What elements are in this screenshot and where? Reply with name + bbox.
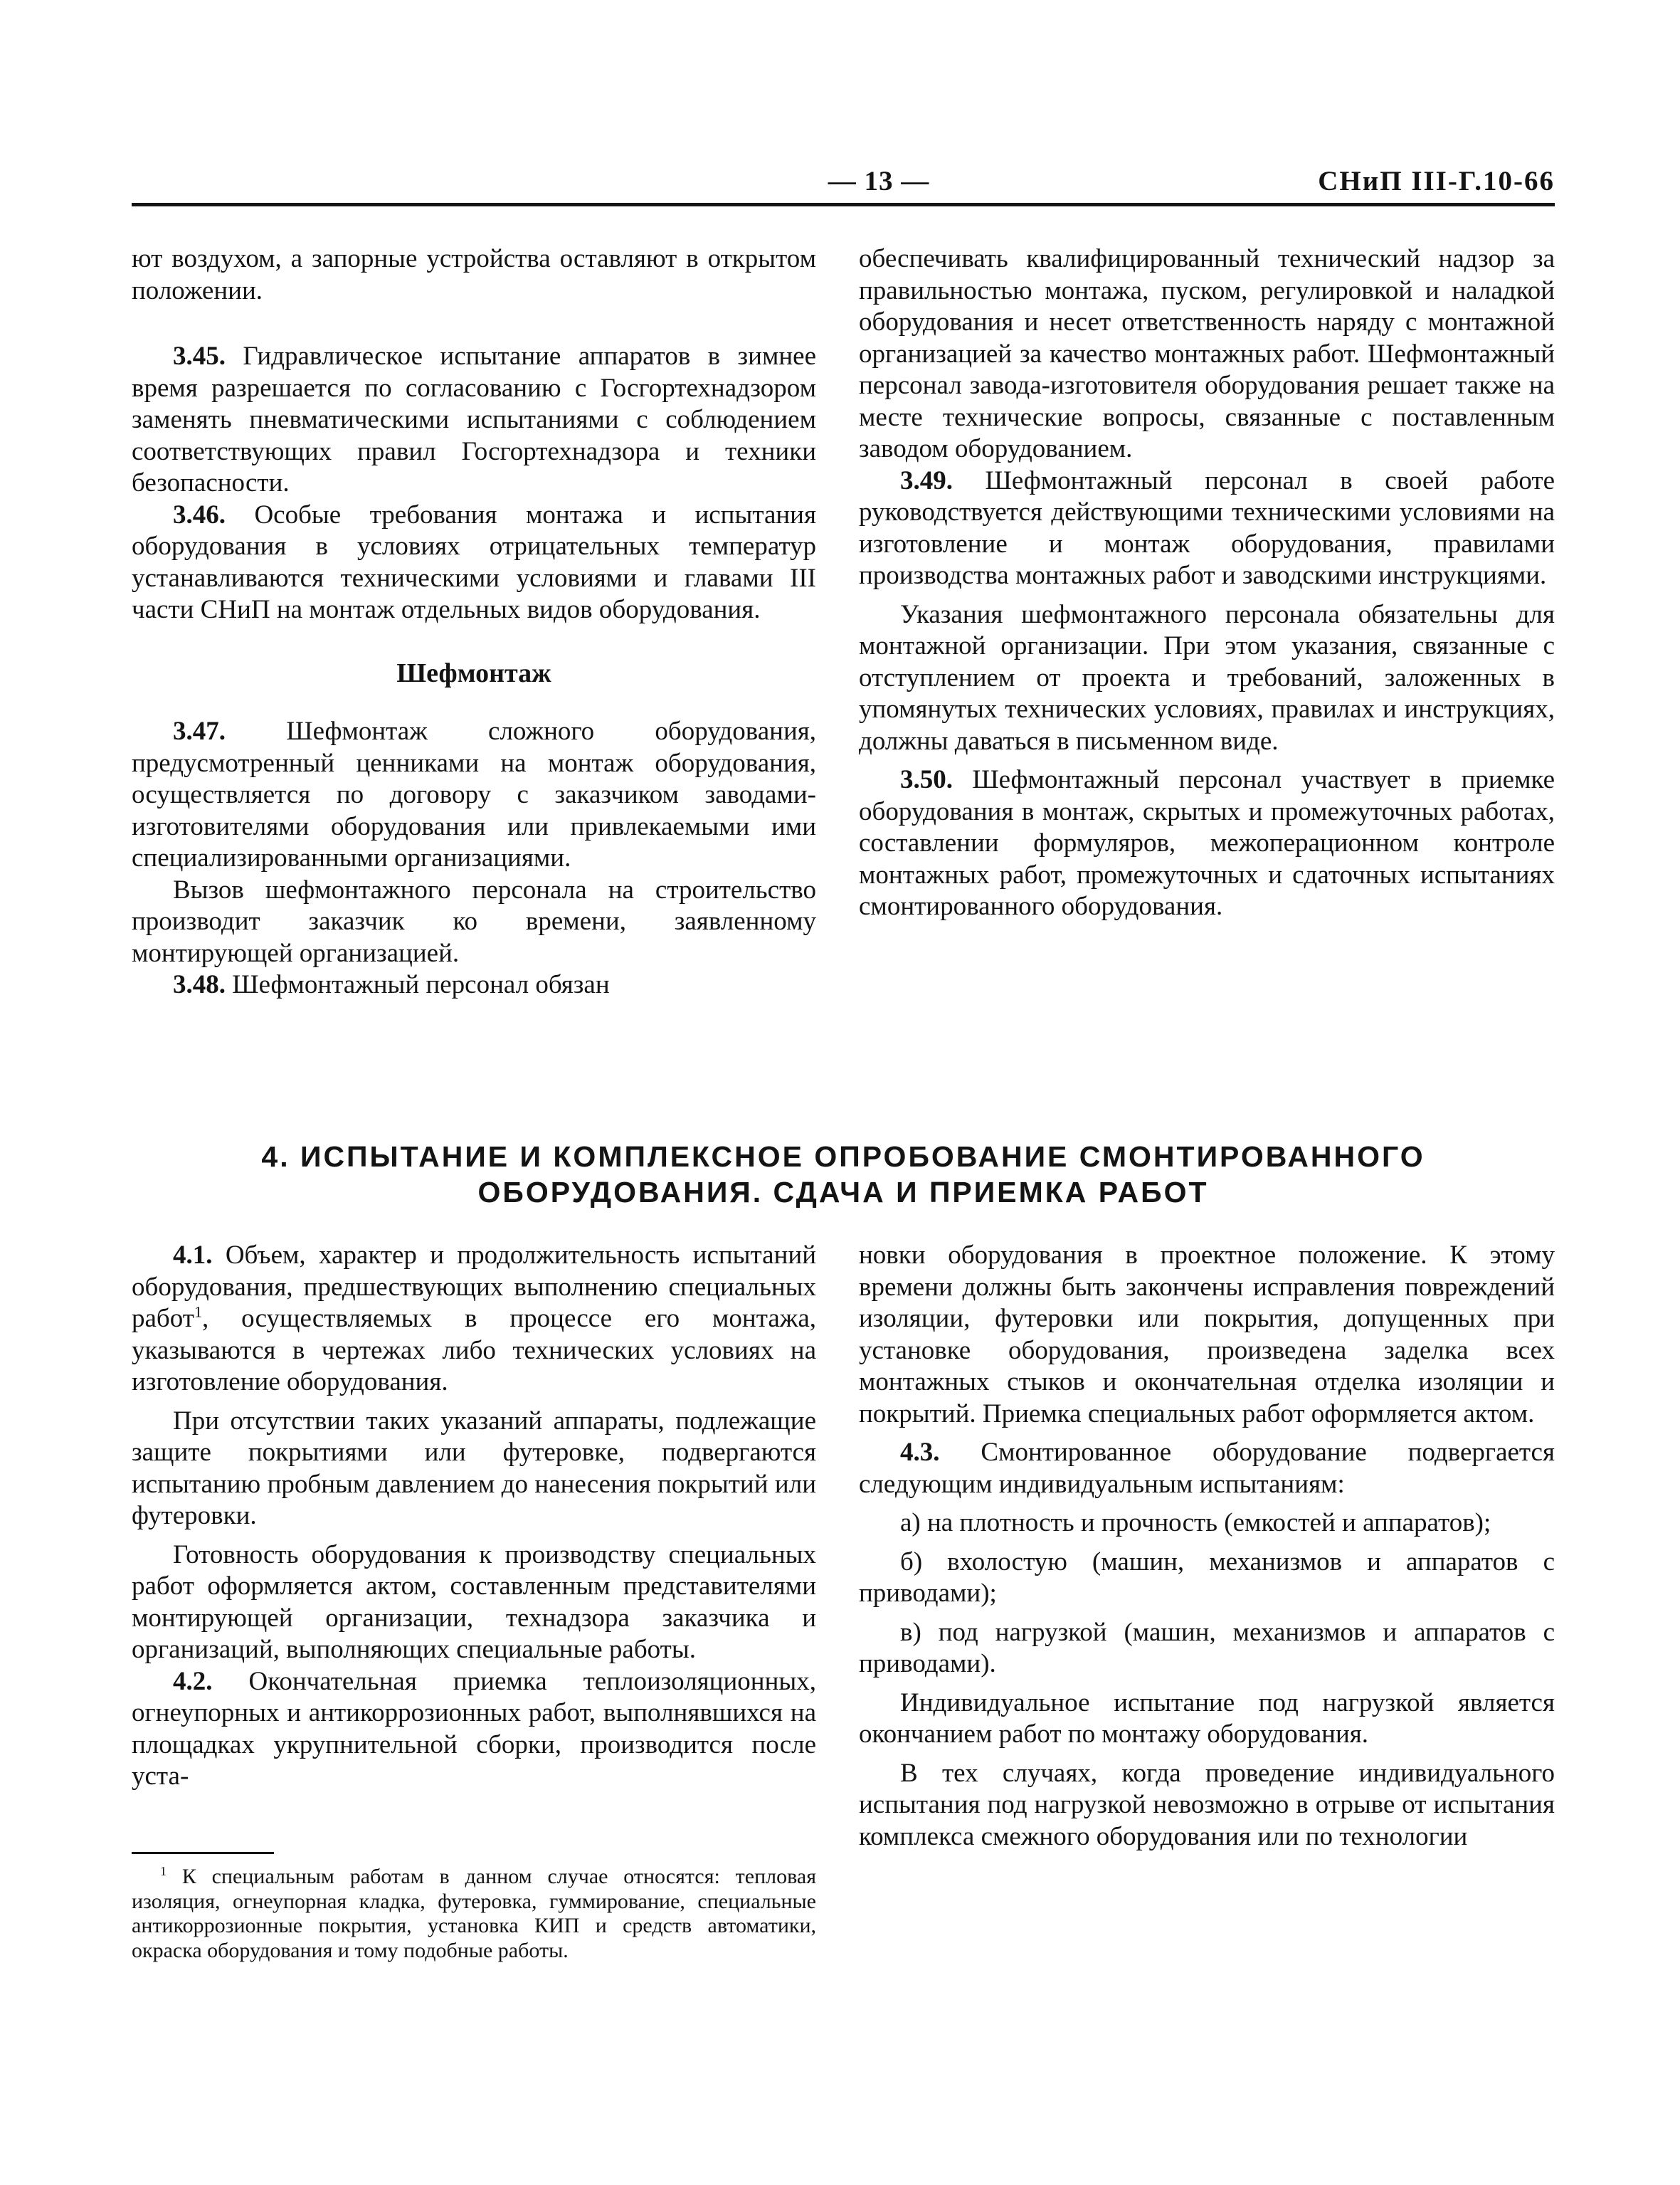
clause-number: 4.1. [173,1241,213,1270]
clause-number: 4.3. [900,1438,940,1467]
clause-number: 3.47. [173,717,226,746]
list-item-a: а) на плотность и прочность (емкостей и аппаратов); [900,1508,1491,1537]
page-header [132,165,1555,208]
paragraph: Готовность оборудования к производству специальных работ оформляется актом, составленным представителями монтирующей организации, технадзора заказчика и организаций, выполняющих специальные работы. [132,1539,816,1664]
clause-3-46 [132,500,816,626]
upper-right-column [859,243,1555,923]
section-title-line-2: ОБОРУДОВАНИЯ. СДАЧА И ПРИЕМКА РАБОТ [477,1176,1209,1209]
paragraph-continuation: ют воздухом, а запорные устройства оставляют в открытом положении. [132,244,816,305]
paragraph: Указания шефмонтажного персонала обязательны для монтажной организации. При этом указания, связанные с отступлением от проекта и требований, заложенных в упомянутых технических условиях, правилах и инструкциях, должны даваться в письменном виде. [859,599,1555,756]
clause-number: 3.48. [173,970,226,999]
clause-4-2 [132,1666,816,1793]
footnote-text: К специальным работам в данном случае относятся: тепловая изоляция, огнеупорная кладка, футеровка, гуммирование, специальные антикоррозионные покрытия, установка КИП и средств автоматики, окраска оборудования и тому подобные работы. [132,1865,817,1962]
clause-text: Смонтированное оборудование подвергается следующим индивидуальным испытаниям: [859,1438,1555,1499]
paragraph: Индивидуальное испытание под нагрузкой является окончанием работ по монтажу оборудования. [859,1688,1555,1749]
clause-3-47 [132,716,816,875]
page-number: — 13 — [828,166,930,196]
clause-number: 4.2. [173,1666,213,1696]
upper-left-column [132,243,816,1001]
clause-4-1 [132,1240,816,1399]
subsection-heading: Шефмонтаж [396,658,551,688]
clause-text: Шефмонтажный персонал участвует в приемке оборудования в монтаж, скрытых и промежуточных работах, составлении формуляров, межоперационном контроле монтажных работ, промежуточных и сдаточных испытаниях смонтированного оборудования. [859,765,1555,921]
clause-3-48 [132,969,816,1001]
header-rule [132,203,1555,206]
clause-number: 3.49. [900,465,953,495]
clause-text: Шефмонтажный персонал в своей работе руководствуется действующими техническими условиями на изготовление и монтаж оборудования, правилами производства монтажных работ и заводскими инструкциями. [859,465,1555,590]
clause-text: Гидравлическое испытание аппаратов в зимнее время разрешается по согласованию с Госгортехнадзором заменять пневматическими испытаниями с соблюдением соответствующих правил Госгортехнадзора и техники безопасности. [132,342,816,497]
clause-3-50 [859,764,1555,923]
lower-right-column [859,1240,1555,1853]
list-item-c: в) под нагрузкой (машин, механизмов и аппаратов с приводами). [859,1617,1555,1678]
footnote-marker: 1 [160,1864,167,1878]
clause-text: Особые требования монтажа и испытания оборудования в условиях отрицательных температур устанавливаются техническими условиями и главами III части СНиП на монтаж отдельных видов оборудования. [132,500,816,624]
clause-number: 3.46. [173,500,226,530]
lower-left-column [132,1240,816,1793]
paragraph-continuation: обеспечивать квалифицированный технический надзор за правильностью монтажа, пуском, регулировкой и наладкой оборудования и несет ответственность наряду с монтажной организацией за качество монтажных работ. Шефмонтажный персонал завода-изготовителя оборудования решает также на месте технические вопросы, связанные с поставленным заводом оборудованием. [859,244,1555,463]
clause-3-49 [859,465,1555,592]
clause-text: Объем, характер и продолжительность испытаний оборудования, предшествующих выполнению специальных работ [132,1241,816,1333]
footnote-rule [132,1852,274,1854]
clause-text: Шефмонтаж сложного оборудования, предусмотренный ценниками на монтаж оборудования, осуществляется по договору с заказчиком заводами-изготовителями оборудования или привлекаемыми ими специализированными организациями. [132,717,817,873]
footnote-reference: 1 [194,1302,203,1321]
section-title-line-1: 4. ИСПЫТАНИЕ И КОМПЛЕКСНОЕ ОПРОБОВАНИЕ СМОНТИРОВАННОГО [261,1140,1425,1173]
clause-text: Шефмонтажный персонал обязан [232,970,610,999]
paragraph-continuation: новки оборудования в проектное положение. К этому времени должны быть закончены исправления повреждений изоляции, футеровки или покрытия, допущенных при установке оборудования, произведена заделка всех монтажных стыков и окончательная отделка изоляции и покрытий. Приемка специальных работ оформляется актом. [859,1241,1555,1428]
paragraph: Вызов шефмонтажного персонала на строительство производит заказчик ко времени, заявленному монтирующей организацией. [132,875,816,968]
clause-number: 3.50. [900,765,953,794]
footnote [132,1865,816,1963]
section-title [132,1139,1555,1210]
clause-text: Окончательная приемка теплоизоляционных, огнеупорных и антикоррозионных работ, выполнявшихся на площадках укрупнительной сборки, производится после уста- [132,1666,816,1791]
clause-3-45 [132,341,816,500]
list-item-b: б) вхолостую (машин, механизмов и аппаратов с приводами); [859,1547,1555,1608]
paragraph: При отсутствии таких указаний аппараты, подлежащие защите покрытиями или футеровке, подвергаются испытанию пробным давлением до нанесения покрытий или футеровки. [132,1406,816,1530]
clause-text-cont: , осуществляемых в процессе его монтажа, указываются в чертежах либо технических условиях на изготовление оборудования. [132,1304,816,1396]
clause-4-3 [859,1437,1555,1500]
clause-number: 3.45. [173,342,226,371]
paragraph: В тех случаях, когда проведение индивидуального испытания под нагрузкой невозможно в отрыве от испытания комплекса смежного оборудования или по технологии [859,1758,1555,1851]
document-code: СНиП III-Г.10-66 [1318,166,1555,196]
